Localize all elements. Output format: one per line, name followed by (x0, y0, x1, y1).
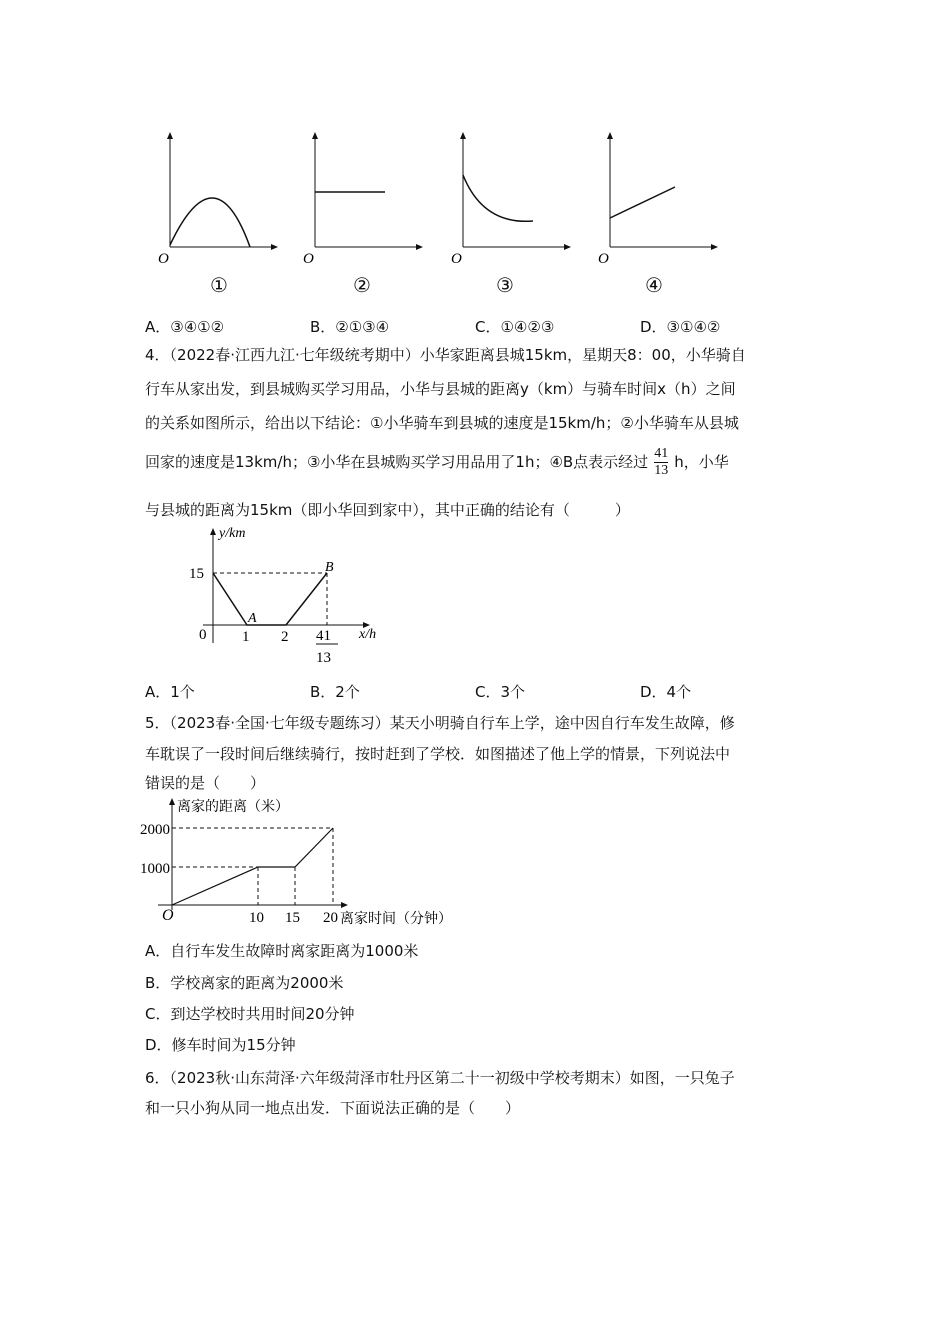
q5-option-b[interactable]: B．学校离家的距离为2000米 (145, 974, 344, 992)
svg-text:O: O (158, 251, 169, 267)
q5-option-a[interactable]: A．自行车发生故障时离家距离为1000米 (145, 942, 419, 960)
q5-line-3: 错误的是（ ） (145, 774, 266, 792)
q3-graph-4 (590, 130, 720, 270)
graph-label-4: ④ (645, 273, 663, 297)
q5-option-d[interactable]: D．修车时间为15分钟 (145, 1036, 296, 1054)
svg-text:O: O (451, 251, 462, 267)
q4-line-2: 行车从家出发，到县城购买学习用品，小华与县城的距离y（km）与骑车时间x（h）之间 (145, 380, 736, 398)
q3-option-b[interactable]: B．②①③④ (310, 318, 390, 336)
q3-graph-3 (443, 130, 573, 270)
svg-text:2: 2 (281, 629, 289, 645)
fraction-41-13 (654, 446, 668, 479)
svg-text:2000: 2000 (140, 822, 170, 838)
q4-option-c[interactable]: C．3个 (475, 683, 526, 701)
q4-graph (185, 525, 385, 670)
svg-text:20: 20 (323, 910, 338, 926)
svg-text:B: B (325, 560, 334, 575)
q3-option-a[interactable]: A．③④①② (145, 318, 225, 336)
q3-option-d[interactable]: D．③①④② (640, 318, 721, 336)
svg-text:O: O (162, 907, 174, 924)
q5-line-2: 车耽误了一段时间后继续骑行，按时赶到了学校．如图描述了他上学的情景，下列说法中 (145, 745, 731, 763)
q3-graph-2 (295, 130, 425, 270)
q4-option-b[interactable]: B．2个 (310, 683, 360, 701)
q6-line-2: 和一只小狗从同一地点出发．下面说法正确的是（ ） (145, 1099, 521, 1117)
graph-label-2: ② (353, 273, 371, 297)
q3-graph-1 (150, 130, 280, 270)
svg-text:离家时间（分钟）: 离家时间（分钟） (340, 912, 452, 927)
svg-text:x/h: x/h (359, 627, 377, 642)
svg-text:0: 0 (199, 627, 207, 643)
svg-text:15: 15 (285, 910, 300, 926)
q3-option-c[interactable]: C．①④②③ (475, 318, 555, 336)
fraction-numerator: 41 (654, 446, 669, 461)
q4-option-a[interactable]: A．1个 (145, 683, 195, 701)
q4-line-4-tail: h，小华 (674, 453, 729, 471)
graph-label-1: ① (210, 273, 228, 297)
svg-text:A: A (248, 611, 257, 626)
svg-text:O: O (598, 251, 609, 267)
svg-text:O: O (303, 251, 314, 267)
svg-text:y/km: y/km (219, 526, 246, 541)
q4-line-5: 与县城的距离为15km（即小华回到家中），其中正确的结论有（ ） (145, 501, 630, 519)
svg-text:1: 1 (242, 629, 250, 645)
q4-line-4 (145, 446, 729, 479)
q5-line-1: 5．（2023春·全国·七年级专题练习）某天小明骑自行车上学，途中因自行车发生故障，修 (145, 714, 735, 732)
q4-line-3: 的关系如图所示，给出以下结论：①小华骑车到县城的速度是15km/h；②小华骑车从县城 (145, 414, 739, 432)
q5-graph (140, 795, 480, 930)
q4-line-1: 4．（2022春·江西九江·七年级统考期中）小华家距离县城15km，星期天8：00，小华骑自 (145, 346, 746, 364)
svg-text:离家的距离（米）: 离家的距离（米） (177, 800, 289, 815)
q4-option-d[interactable]: D．4个 (640, 683, 692, 701)
svg-text:1000: 1000 (140, 861, 170, 877)
q6-line-1: 6．（2023秋·山东菏泽·六年级菏泽市牡丹区第二十一初级中学校考期末）如图，一只兔子 (145, 1069, 735, 1087)
q5-option-c[interactable]: C．到达学校时共用时间20分钟 (145, 1005, 355, 1023)
graph-label-3: ③ (496, 273, 514, 297)
svg-text:13: 13 (316, 650, 331, 666)
svg-text:41: 41 (316, 628, 331, 644)
svg-text:15: 15 (189, 566, 204, 582)
q4-line-4-text: 回家的速度是13km/h；③小华在县城购买学习用品用了1h；④B点表示经过 (145, 453, 649, 471)
svg-text:10: 10 (249, 910, 264, 926)
fraction-denominator: 13 (654, 463, 669, 478)
